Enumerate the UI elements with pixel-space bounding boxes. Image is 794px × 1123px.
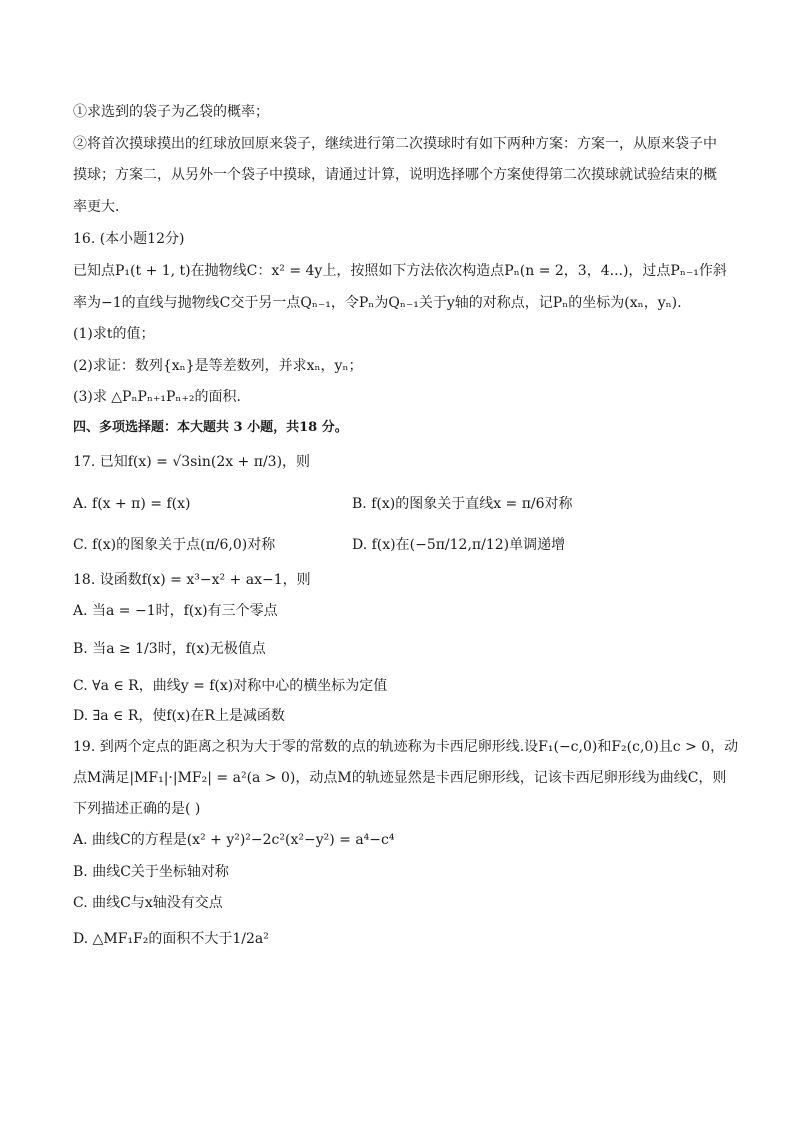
section-4-title: 四、多项选择题：本大题共 3 小题，共18 分。 — [73, 420, 348, 435]
q16-sub2: (2)求证：数列{xₙ}是等差数列，并求xₙ，yₙ； — [73, 358, 363, 374]
q17-option-a: A. f(x + π) = f(x) — [73, 496, 191, 512]
q16-sub1: (1)求t的值； — [73, 326, 155, 342]
q17-option-b: B. f(x)的图象关于直线x = π/6对称 — [352, 496, 573, 512]
q19-option-c: C. 曲线C与x轴没有交点 — [73, 895, 223, 911]
q19-stem-line1: 19. 到两个定点的距离之积为大于零的常数的点的轨迹称为卡西尼卵形线.设F₁(−c,0)和F₂(c,0)且c > 0，动 — [73, 739, 739, 755]
q15-part1: ①求选到的袋子为乙袋的概率； — [73, 104, 269, 120]
q15-part2-line2: 摸球；方案二，从另外一个袋子中摸球，请通过计算，说明选择哪个方案使得第二次摸球就试验结束的概 — [73, 167, 717, 183]
q18-option-c: C. ∀a ∈ R，曲线y = f(x)对称中心的横坐标为定值 — [73, 678, 388, 694]
q19-stem-line2: 点M满足|MF₁|·|MF₂| = a²(a > 0)，动点M的轨迹显然是卡西尼卵形线，记该卡西尼卵形线为曲线C，则 — [73, 770, 727, 786]
q16-stem-line2: 率为−1的直线与抛物线C交于另一点Qₙ₋₁，令Pₙ为Qₙ₋₁关于y轴的对称点，记Pₙ的坐标为(xₙ，yₙ). — [73, 295, 682, 311]
q17-stem: 17. 已知f(x) = √3sin(2x + π/3)，则 — [73, 454, 311, 470]
q17-option-d: D. f(x)在(−5π/12,π/12)单调递增 — [352, 537, 566, 553]
q19-option-a: A. 曲线C的方程是(x² + y²)²−2c²(x²−y²) = a⁴−c⁴ — [73, 832, 395, 848]
q16-sub3: (3)求 △PₙPₙ₊₁Pₙ₊₂的面积． — [73, 389, 251, 405]
q16-stem-line1: 已知点P₁(t + 1, t)在抛物线C：x² = 4y上，按照如下方法依次构造点Pₙ(n = 2，3，4...)，过点Pₙ₋₁作斜 — [73, 263, 727, 279]
q18-option-b: B. 当a ≥ 1/3时，f(x)无极值点 — [73, 641, 266, 657]
q18-option-a: A. 当a = −1时，f(x)有三个零点 — [73, 603, 278, 619]
q16-header: 16. (本小题12分) — [73, 231, 185, 247]
q19-option-b: B. 曲线C关于坐标轴对称 — [73, 864, 229, 880]
q19-stem-line3: 下列描述正确的是( ) — [73, 801, 201, 817]
q18-option-d: D. ∃a ∈ R，使f(x)在R上是减函数 — [73, 708, 285, 724]
q17-option-c: C. f(x)的图象关于点(π/6,0)对称 — [73, 537, 276, 553]
q15-part2-line3: 率更大． — [73, 199, 129, 215]
q18-stem: 18. 设函数f(x) = x³−x² + ax−1，则 — [73, 572, 311, 588]
q19-option-d: D. △MF₁F₂的面积不大于1/2a² — [73, 931, 269, 947]
q15-part2-line1: ②将首次摸球摸出的红球放回原来袋子，继续进行第二次摸球时有如下两种方案：方案一，从原来袋子中 — [73, 136, 717, 152]
